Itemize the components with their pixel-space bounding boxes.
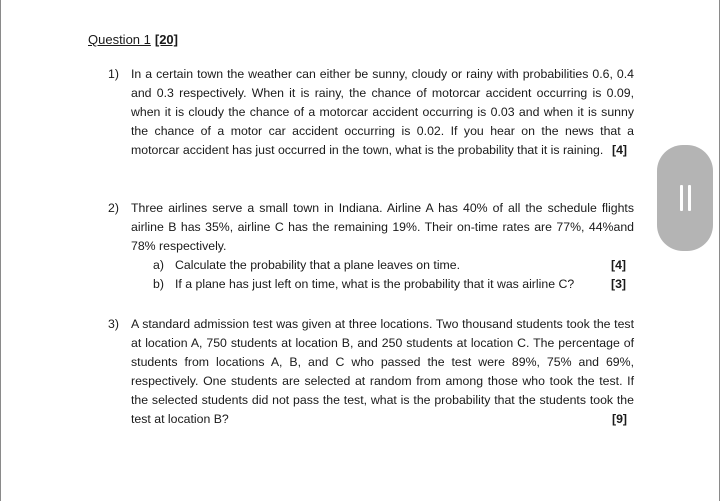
subpart-marks: [4] (610, 258, 626, 272)
question-number: 1) (108, 67, 119, 81)
question-number: 3) (108, 317, 119, 331)
question-total-marks: [20] (154, 32, 178, 47)
page-border-left (0, 0, 1, 501)
question-title: Question 1 (88, 32, 151, 47)
grip-line-icon (680, 185, 683, 211)
subpart-a (131, 256, 634, 275)
question-text: In a certain town the weather can either be sunny, cloudy or rainy with probabilities 0.6, 0.4 and 0.3 respectively. When it is rainy, the chance of motorcar accident occurring is 0.09, when it is cloudy the chance of a motorcar accident occurring is 0.03 and when it is sunny the chance of a motor car accident occurring is 0.02. If you hear on the news that a motorcar accident has just occurred in the town, what is the probability that it is raining. (131, 67, 634, 157)
grip-line-icon (688, 185, 691, 211)
question-marks: [4] (611, 143, 627, 157)
question-marks: [9] (611, 412, 627, 426)
question-item-1 (108, 65, 634, 160)
subpart-marks: [3] (610, 277, 626, 291)
subpart-text: If a plane has just left on time, what is the probability that it was airline C? (175, 277, 575, 291)
subpart-label: a) (153, 258, 164, 272)
question-text: A standard admission test was given at three locations. Two thousand students took the test at location A, 750 students at location B, and 250 students at location C. The percentage of students from locations A, B, and C who passed the test were 89%, 75% and 69%, respectively. One students are selected at random from among those who took the test. If the selected students did not pass the test, what is the probability that the students took the test at location B? (131, 317, 634, 426)
question-text: Three airlines serve a small town in Indiana. Airline A has 40% of all the schedule flights airline B has 35%, airline C has the remaining 19%. Their on-time rates are 77%, 44%and 78% respectively. (131, 201, 634, 253)
subpart-label: b) (153, 277, 164, 291)
question-item-3 (108, 315, 634, 429)
question-heading (88, 32, 178, 48)
question-number: 2) (108, 201, 119, 215)
subpart-b (131, 275, 634, 294)
question-item-2 (108, 199, 634, 294)
scroll-handle[interactable] (657, 145, 713, 251)
subpart-text: Calculate the probability that a plane leaves on time. (175, 258, 461, 272)
